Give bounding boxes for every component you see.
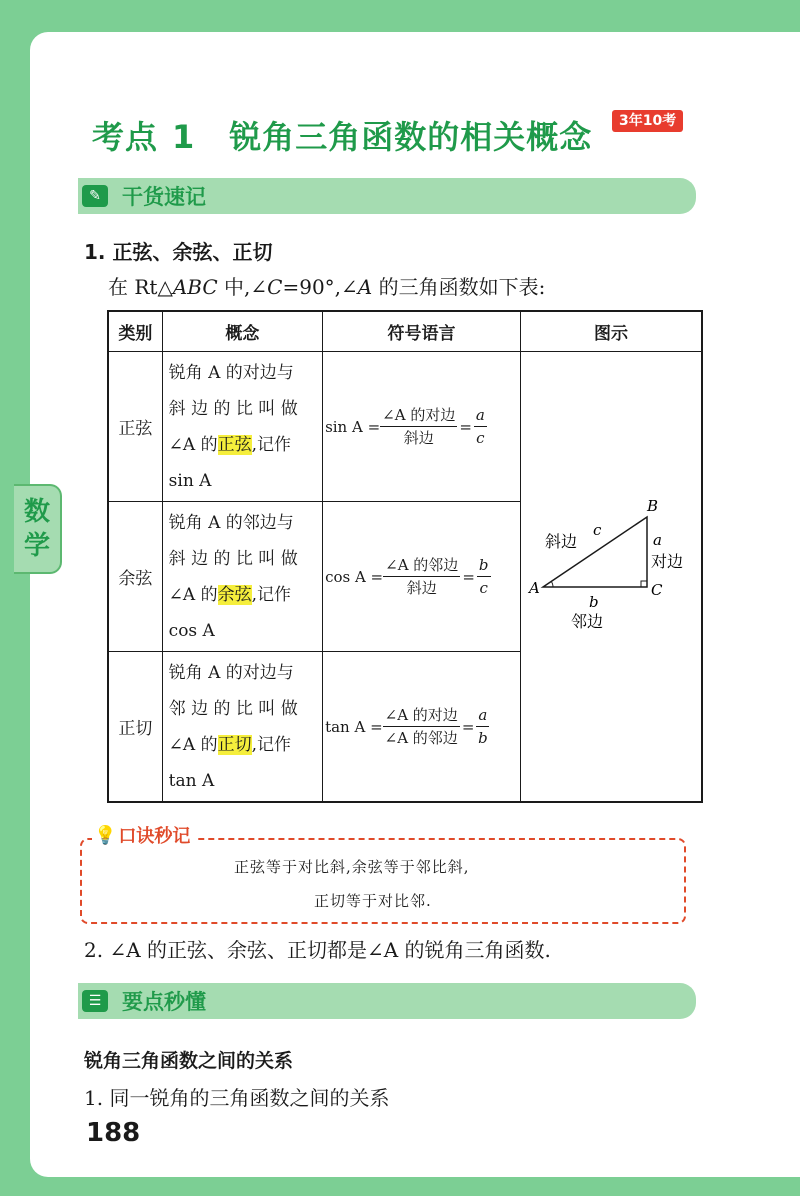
fraction-numerator: ∠A 的对边 [380,404,457,427]
tangent-formula [323,704,520,749]
fraction [476,704,489,749]
item2-text: 2. ∠A 的正弦、余弦、正切都是∠A 的锐角三角函数. [84,938,551,962]
fraction-numerator: a [474,404,487,427]
category-cell: 正切 [108,652,162,803]
fraction-denominator: ∠A 的邻边 [384,729,458,747]
figure-cell [520,352,702,803]
concept-line: 斜 边 的 比 叫 做 [168,398,298,419]
concept-line: sin A [168,470,212,491]
formula-cell [323,502,521,652]
intro-text: 的三角函数如下表: [372,275,546,299]
concept-line: 邻 边 的 比 叫 做 [168,698,298,719]
notes-icon: ☰ [82,990,108,1012]
title-text: 锐角三角函数的相关概念 [229,118,593,156]
fraction [474,404,487,449]
mnemonic-title [92,822,196,848]
category-cell: 余弦 [108,502,162,652]
intro-var: A [357,275,373,299]
fraction-denominator: b [478,729,488,747]
vertex-label: A [528,578,540,597]
item1-intro [108,271,545,300]
concept-text: ,记作 [251,734,292,755]
table-header-row [108,311,702,352]
table-row-sine [108,352,702,502]
concept-line: 锐角 A 的对边与 [168,662,294,683]
header-concept: 概念 [162,311,322,352]
highlighted-term: 余弦 [217,584,252,605]
concept-text: ∠A 的 [168,584,218,605]
key-line: 1. 同一锐角的三角函数之间的关系 [84,1086,390,1110]
fraction [380,404,457,449]
fraction [383,704,460,749]
page-number: 188 [86,1118,141,1148]
side-label: a [652,530,662,549]
concept-cell [162,502,322,652]
title-prefix: 考点 [92,118,159,156]
intro-text: 在 Rt△ [108,275,173,299]
mnemonic-title-text: 口诀秒记 [118,826,191,847]
opposite-label: 对边 [650,551,683,571]
header-symbol: 符号语言 [323,311,521,352]
fraction-denominator: c [479,579,488,597]
side-label: b [588,592,599,611]
fraction [477,554,491,599]
cosine-formula [323,554,520,599]
equals-sign: = [462,567,475,586]
subject-tab[interactable] [14,484,62,574]
exam-frequency-badge: 3年10考 [612,110,683,132]
book-icon: ✎ [82,185,108,207]
concept-line: 锐角 A 的邻边与 [168,512,294,533]
fraction-denominator: 斜边 [403,429,434,447]
highlighted-term: 正弦 [217,434,252,455]
header-category: 类别 [108,311,162,352]
concept-text: ,记作 [251,584,292,605]
intro-var: C [267,275,283,299]
mnemonic-box [80,838,686,924]
concept-cell [162,652,322,803]
item1-heading: 1. 正弦、余弦、正切 [84,240,273,264]
subject-tab-char: 数 [23,497,50,527]
equals-sign: = [461,717,475,736]
formula-cell [323,352,521,502]
concept-cell [162,352,322,502]
formula-lhs: sin A = [325,417,381,436]
section-label: 干货速记 [122,185,206,209]
section-bar-key-points [78,983,696,1019]
key-heading: 锐角三角函数之间的关系 [84,1050,294,1072]
concept-text: ∠A 的 [168,734,218,755]
formula-lhs: cos A = [325,567,384,586]
header-figure: 图示 [520,311,702,352]
lightbulb-icon: 💡 [94,824,117,846]
concept-text: ,记作 [251,434,292,455]
intro-text: =90°,∠ [282,275,358,299]
fraction-numerator: ∠A 的对边 [383,704,460,727]
formula-lhs: tan A = [325,717,383,736]
vertex-label: C [650,580,663,599]
fraction-numerator: b [477,554,491,577]
concept-line [169,727,322,763]
section-label: 要点秒懂 [122,990,206,1014]
concept-line: tan A [168,770,215,791]
right-triangle-diagram [521,495,701,655]
fraction-denominator: c [476,429,485,447]
fraction [383,554,460,599]
subject-tab-char: 学 [23,531,50,561]
concept-line [169,577,322,613]
concept-line: 斜 边 的 比 叫 做 [168,548,298,569]
concept-line [169,427,322,463]
category-cell: 正弦 [108,352,162,502]
mnemonic-line: 正弦等于对比斜,余弦等于邻比斜, [234,858,470,876]
equals-sign: = [459,417,472,436]
adjacent-label: 邻边 [570,611,603,631]
side-label: c [592,520,602,539]
hypotenuse-label: 斜边 [544,531,577,551]
concept-line: cos A [168,620,215,641]
trig-table [107,310,703,803]
page-title [92,112,592,158]
concept-text: ∠A 的 [168,434,218,455]
intro-var: ABC [172,275,218,299]
highlighted-term: 正切 [217,734,252,755]
mnemonic-line: 正切等于对比邻. [314,892,432,910]
title-number: 1 [172,118,196,156]
intro-text: 中,∠ [217,275,268,299]
vertex-label: B [646,496,658,515]
section-bar-quick-notes [78,178,696,214]
sine-formula [323,404,520,449]
fraction-numerator: a [476,704,489,727]
concept-line: 锐角 A 的对边与 [168,362,294,383]
fraction-numerator: ∠A 的邻边 [383,554,460,577]
fraction-denominator: 斜边 [406,579,437,597]
formula-cell [323,652,521,803]
